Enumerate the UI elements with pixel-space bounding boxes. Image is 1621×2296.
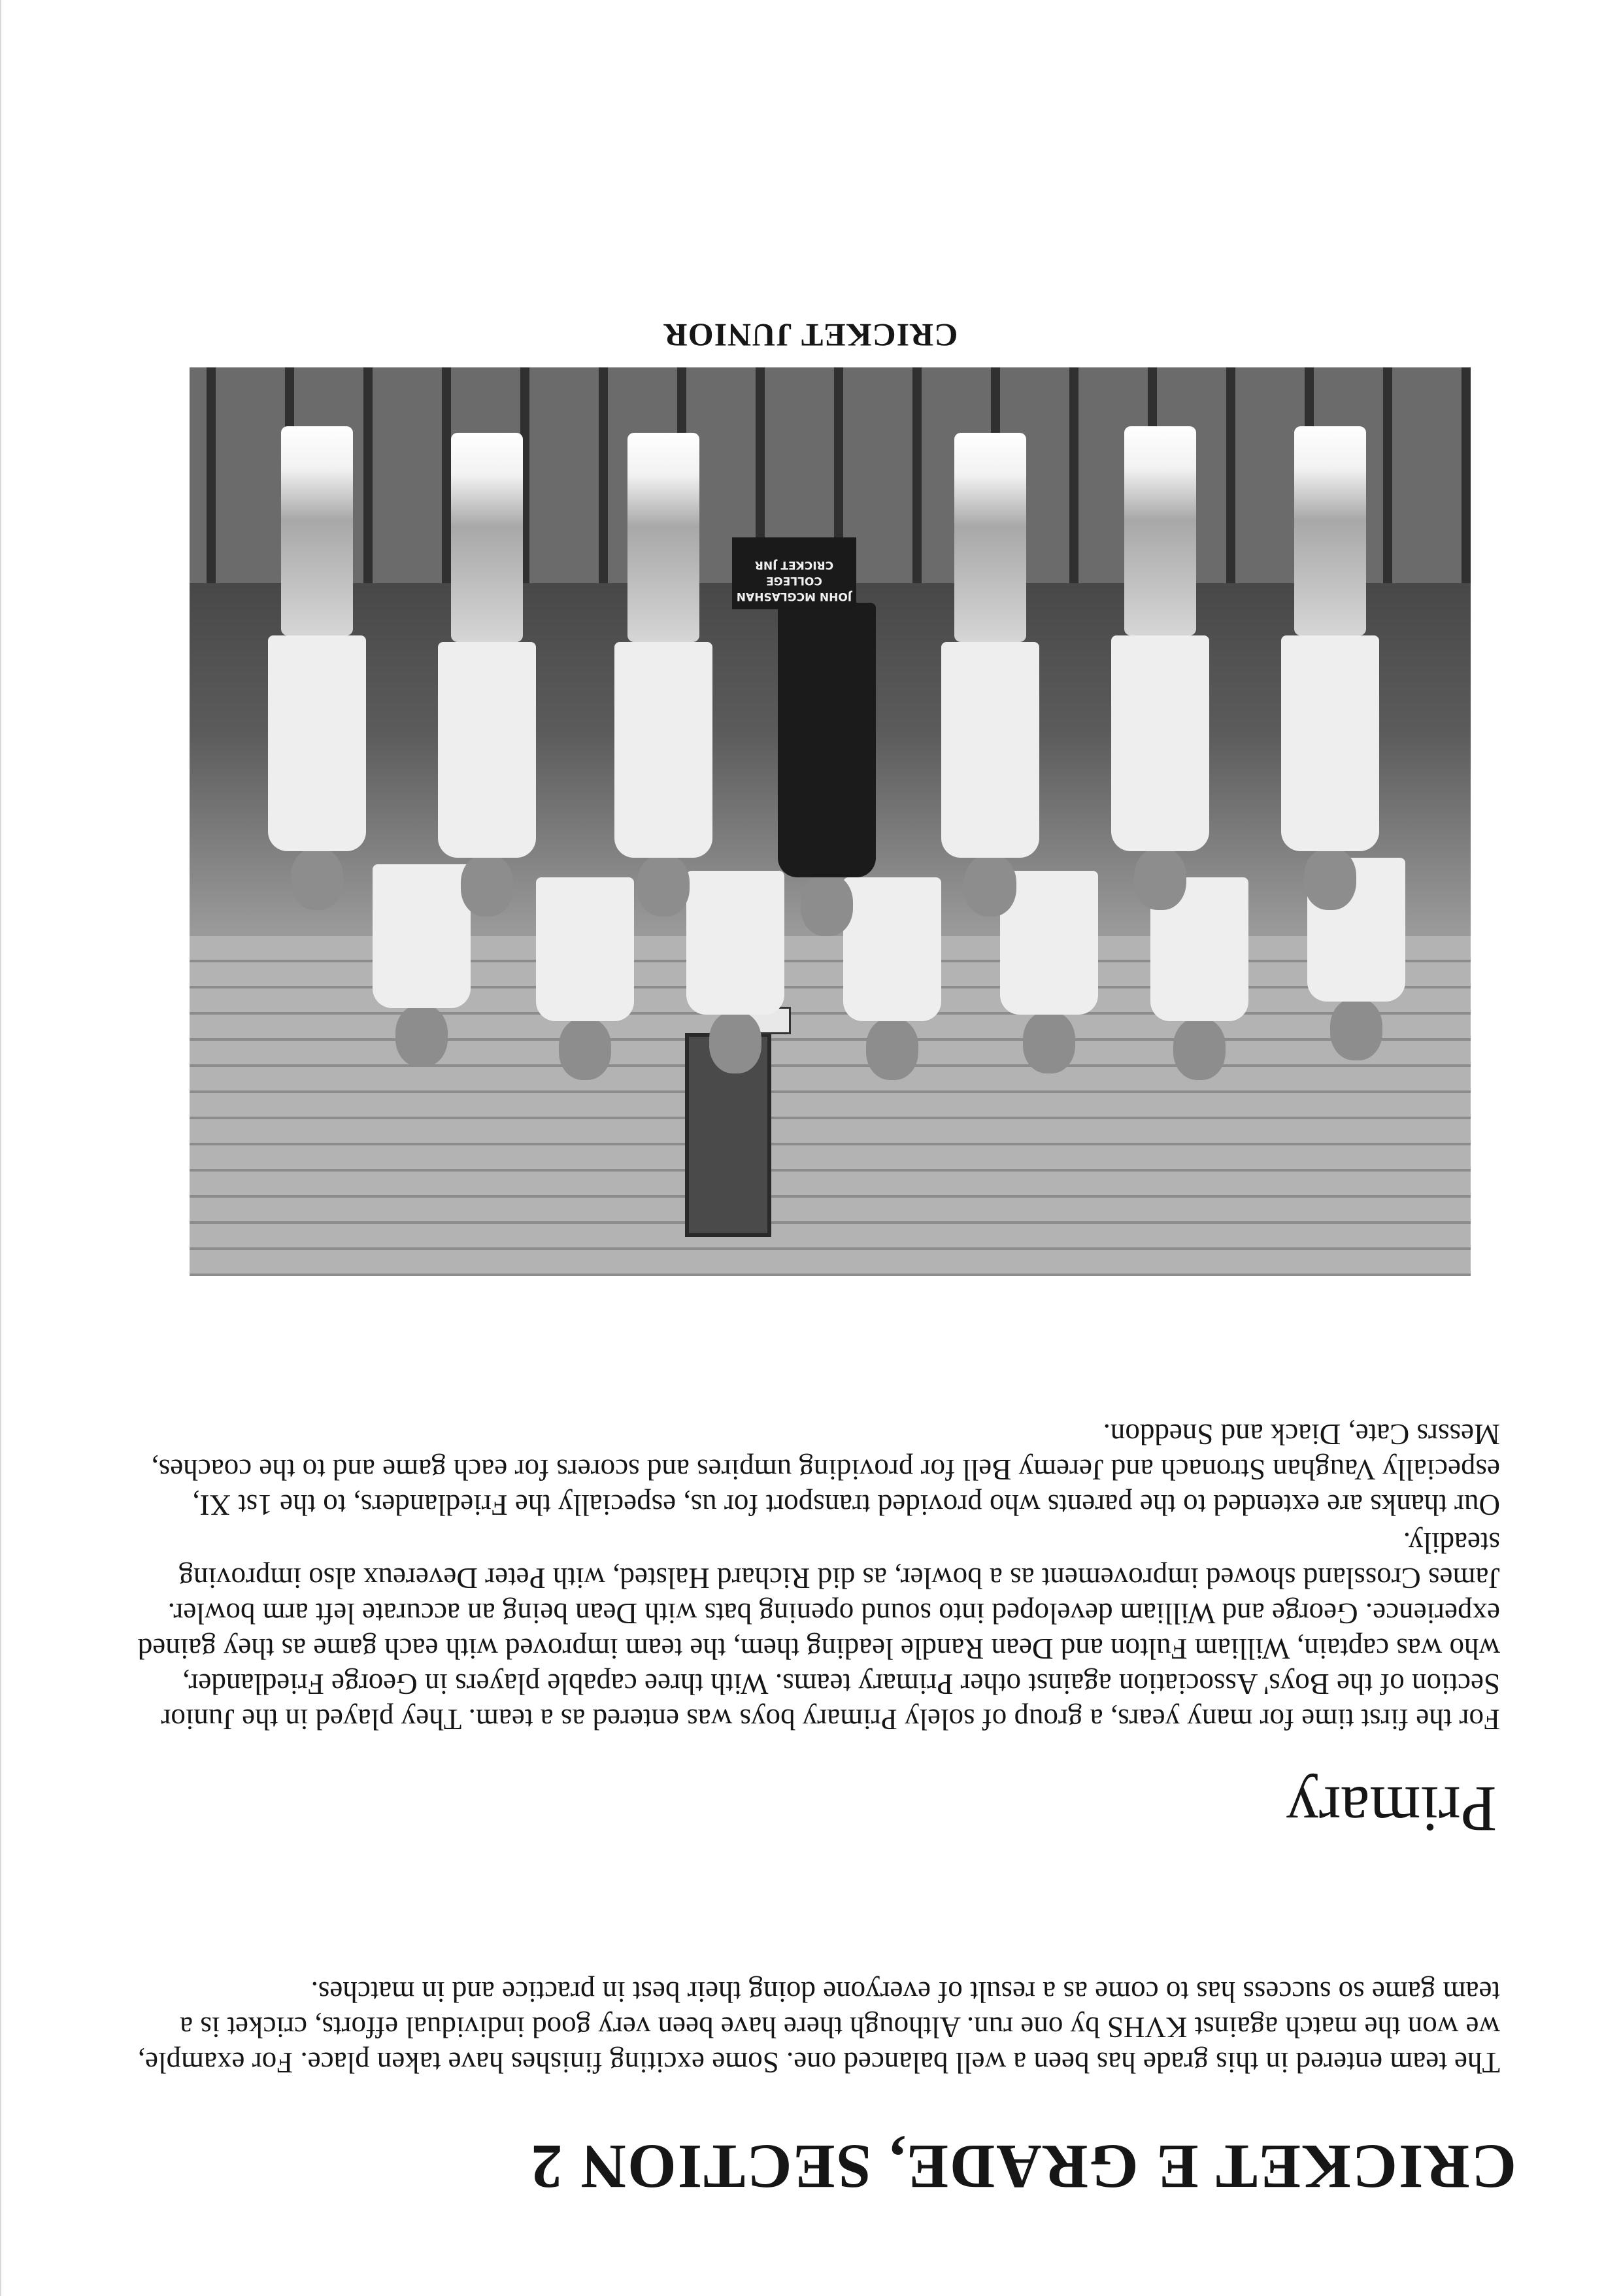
board-line-2: COLLEGE [766,574,822,587]
photo-caption: CRICKET JUNIOR [663,317,958,354]
primary-paragraph-1: For the first time for many years, a group of solely Primary boys was entered as a team. They played in the Junior Section of the Boys' Association against other Primary teams. With three capable players in George Friedlander, who was captain, William Fulton and Dean Randle leading them, the team improved with each game as they gained experience. George and William developed into sound opening bats with Dean being an accurate left arm bowler. James Crossland showed improvement as a bowler, as did Richard Halsted, with Peter Devereux also improving steadily. [137,1527,1500,1736]
team-photo [190,367,1471,1276]
board-line-3: CRICKET JNR [754,558,834,571]
team-name-board [732,537,856,609]
intro-text: The team entered in this grade has been a well balanced one. Some exciting finishes have taken place. For example, we won the match against KVHS by one run. Although there have been very good individual efforts, cricket is a team game so success has to come as a result of everyone doing their best in practice and in matches. [137,1976,1500,2079]
primary-section-body [127,1417,1500,1737]
page-heading: CRICKET E GRADE, SECTION 2 [529,2132,1516,2202]
primary-paragraph-2: Our thanks are extended to the parents who provided transport for us, especially the Friedlanders, to the 1st XI, especially Vaughan Stronach and Jeremy Bell for providing umpires and scorers for each game and to the coaches, Messrs Cate, Diack and Sneddon. [151,1418,1500,1521]
intro-paragraph [127,1974,1500,2080]
board-line-1: JOHN MCGLASHAN [736,590,852,603]
section-title: Primary [1286,1773,1497,1846]
